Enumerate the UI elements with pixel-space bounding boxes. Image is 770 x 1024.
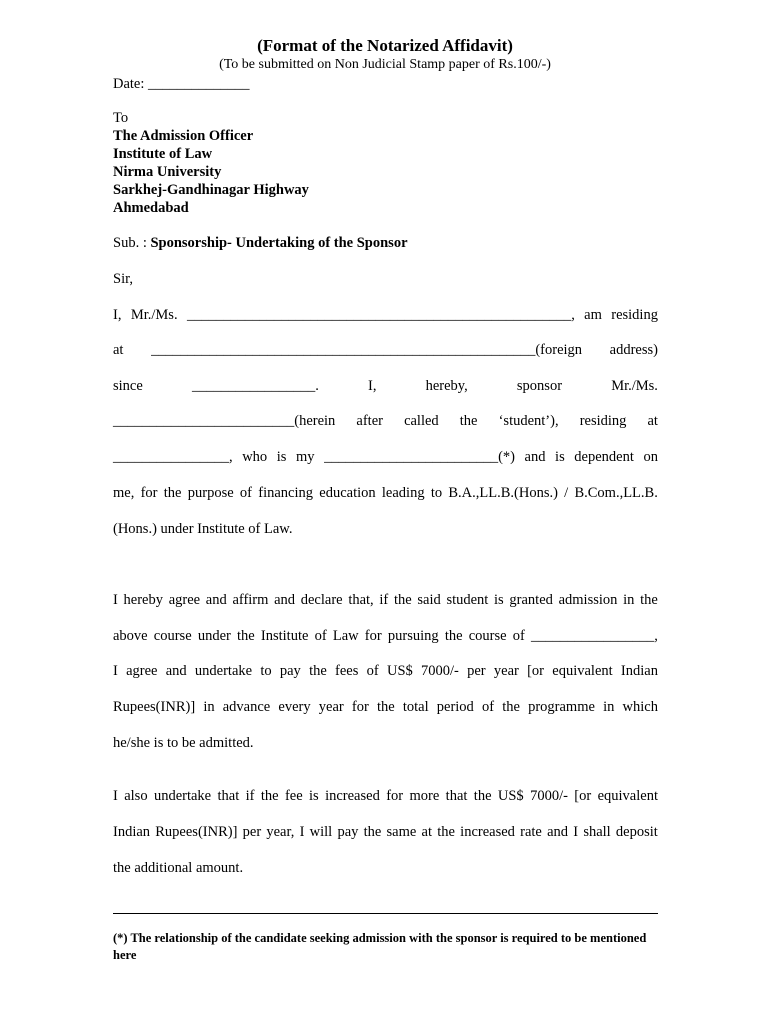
word: and (205, 592, 227, 608)
word: and (547, 824, 569, 840)
para2-line (113, 699, 658, 716)
word: total (402, 699, 429, 715)
word: who (242, 449, 268, 465)
word: same (386, 824, 417, 840)
document-title: (Format of the Notarized Affidavit) (257, 36, 513, 55)
word: year (493, 663, 519, 679)
subject-line (113, 235, 408, 252)
word: the (237, 628, 255, 644)
word: is (276, 449, 287, 465)
word: ‘student’), (498, 413, 559, 429)
word: 7000/- (530, 788, 568, 804)
word: that, (348, 592, 374, 608)
para2-line (113, 592, 658, 609)
word: increased (460, 824, 515, 840)
word: also (124, 788, 148, 804)
para1-line (113, 485, 658, 502)
word: the (437, 824, 455, 840)
word: I, (113, 307, 122, 323)
word: B.A.,LL.B.(Hons.) (448, 485, 558, 501)
word: I (573, 824, 579, 840)
word: ________________________(*) (324, 449, 515, 465)
word: above (113, 628, 148, 644)
word: the (260, 788, 279, 804)
word: me, (113, 485, 135, 501)
para1-line (113, 378, 658, 395)
para1-line (113, 413, 658, 430)
para2-line: he/she is to be admitted. (113, 735, 254, 751)
word: _________________, (530, 628, 658, 644)
word: agree (168, 592, 201, 608)
para2-line (113, 628, 658, 645)
word: Mr./Ms. (611, 378, 658, 394)
document-subtitle: (To be submitted on Non Judicial Stamp paper of Rs.100/-) (219, 57, 551, 72)
word: my (295, 449, 315, 465)
date-line: Date: ______________ (113, 76, 250, 92)
subject-prefix: Sub. : (113, 235, 151, 251)
word: fee (284, 788, 303, 804)
address-line: The Admission Officer (113, 128, 254, 144)
word: on (643, 449, 658, 465)
word: B.Com.,LL.B. (574, 485, 658, 501)
word: of (512, 628, 525, 644)
word: deposit (615, 824, 658, 840)
word: shall (583, 824, 611, 840)
word: declare (300, 592, 343, 608)
word: under (197, 628, 231, 644)
word: pay (279, 663, 301, 679)
word: 7000/- (421, 663, 459, 679)
word: and (165, 663, 187, 679)
address-line: Nirma University (113, 164, 222, 180)
word: affirm (232, 592, 269, 608)
para1-line (113, 342, 658, 359)
word: Mr./Ms. (130, 307, 178, 323)
word: of (366, 663, 379, 679)
word: the (502, 699, 520, 715)
word: course (153, 628, 192, 644)
word: at (421, 824, 433, 840)
word: I, (367, 378, 377, 394)
word: in (203, 699, 215, 715)
address-line: Sarkhej-Gandhinagar Highway (113, 182, 309, 198)
word: sponsor (516, 378, 563, 394)
word: [or (574, 788, 592, 804)
word: is (555, 449, 565, 465)
word: for (351, 699, 369, 715)
word: at (647, 413, 658, 429)
word: fees (335, 663, 359, 679)
word: [or (527, 663, 545, 679)
word: Indian (113, 824, 151, 840)
word: that (217, 788, 240, 804)
word: _____________________________________________________, (186, 307, 575, 323)
word: for (364, 628, 382, 644)
word: hereby, (425, 378, 468, 394)
word: student (446, 592, 489, 608)
word: every (278, 699, 311, 715)
word: US$ (497, 788, 524, 804)
word: _________________________(herein (113, 413, 336, 429)
word: of (239, 485, 252, 501)
word: of (314, 628, 327, 644)
word: I (299, 824, 305, 840)
word: to (260, 663, 272, 679)
word: the (376, 699, 395, 715)
word: purpose (187, 485, 234, 501)
word: granted (509, 592, 553, 608)
word: more (409, 788, 440, 804)
word: leading (381, 485, 425, 501)
word: Rupees(INR)] (113, 699, 196, 715)
word: for (140, 485, 158, 501)
word: I (113, 592, 118, 608)
salutation: Sir, (113, 271, 133, 287)
word: Indian (620, 663, 658, 679)
word: to (430, 485, 443, 501)
subject-text: Sponsorship- Undertaking of the Sponsor (150, 235, 408, 251)
word: admission (558, 592, 618, 608)
word: after (356, 413, 383, 429)
word: rate (520, 824, 542, 840)
word: course (468, 628, 507, 644)
word: is (494, 592, 504, 608)
word: increased (325, 788, 380, 804)
word: I (113, 663, 118, 679)
word: that (445, 788, 468, 804)
footnote: (*) The relationship of the candidate seeking admission with the sponsor is required to be mentioned here (113, 931, 647, 962)
word: the (163, 485, 182, 501)
para3-line: the additional amount. (113, 860, 244, 876)
word: pay (337, 824, 359, 840)
word: financing (258, 485, 314, 501)
word: if (245, 788, 255, 804)
word: pursuing (387, 628, 439, 644)
word: said (417, 592, 441, 608)
word: the (459, 413, 478, 429)
word: which (622, 699, 658, 715)
word: hereby (123, 592, 163, 608)
word: in (623, 592, 635, 608)
word: of (481, 699, 495, 715)
word: residing (611, 307, 658, 323)
word: the (363, 824, 382, 840)
word: the (640, 592, 658, 608)
word: _________________. (191, 378, 319, 394)
word: undertake (153, 788, 212, 804)
word: since (113, 378, 143, 394)
word: the (473, 788, 492, 804)
para1-line (113, 449, 658, 466)
word: advance (222, 699, 271, 715)
word: year (318, 699, 344, 715)
address-to: To (113, 110, 129, 126)
word: undertake (194, 663, 253, 679)
address-line: Institute of Law (113, 146, 213, 162)
word: and (524, 449, 546, 465)
word: agree (126, 663, 158, 679)
word: the (393, 592, 412, 608)
word: US$ (386, 663, 413, 679)
para3-line (113, 824, 658, 841)
word: year, (266, 824, 295, 840)
para1-line (113, 307, 658, 324)
word: period (436, 699, 474, 715)
word: if (379, 592, 389, 608)
word: is (309, 788, 319, 804)
word: ________________, (113, 449, 233, 465)
word: at (113, 342, 124, 358)
address-line: Ahmedabad (113, 200, 189, 216)
footnote-divider (113, 913, 658, 914)
para1-line: (Hons.) under Institute of Law. (113, 521, 293, 537)
word: in (603, 699, 615, 715)
word: Institute (260, 628, 309, 644)
word: _____________________________________________________(foreign (151, 342, 583, 358)
word: address) (609, 342, 658, 358)
word: for (386, 788, 404, 804)
word: equivalent (597, 788, 658, 804)
word: called (404, 413, 439, 429)
word: education (319, 485, 376, 501)
word: / (564, 485, 569, 501)
word: will (309, 824, 333, 840)
word: the (444, 628, 463, 644)
word: Rupees(INR)] (155, 824, 238, 840)
word: the (309, 663, 327, 679)
word: equivalent (552, 663, 613, 679)
word: Law (332, 628, 359, 644)
word: per (467, 663, 486, 679)
word: I (113, 788, 118, 804)
word: programme (528, 699, 595, 715)
word: per (242, 824, 262, 840)
word: residing (579, 413, 627, 429)
para2-line (113, 663, 658, 680)
word: and (274, 592, 296, 608)
word: am (584, 307, 602, 323)
word: dependent (574, 449, 634, 465)
para3-line (113, 788, 658, 805)
